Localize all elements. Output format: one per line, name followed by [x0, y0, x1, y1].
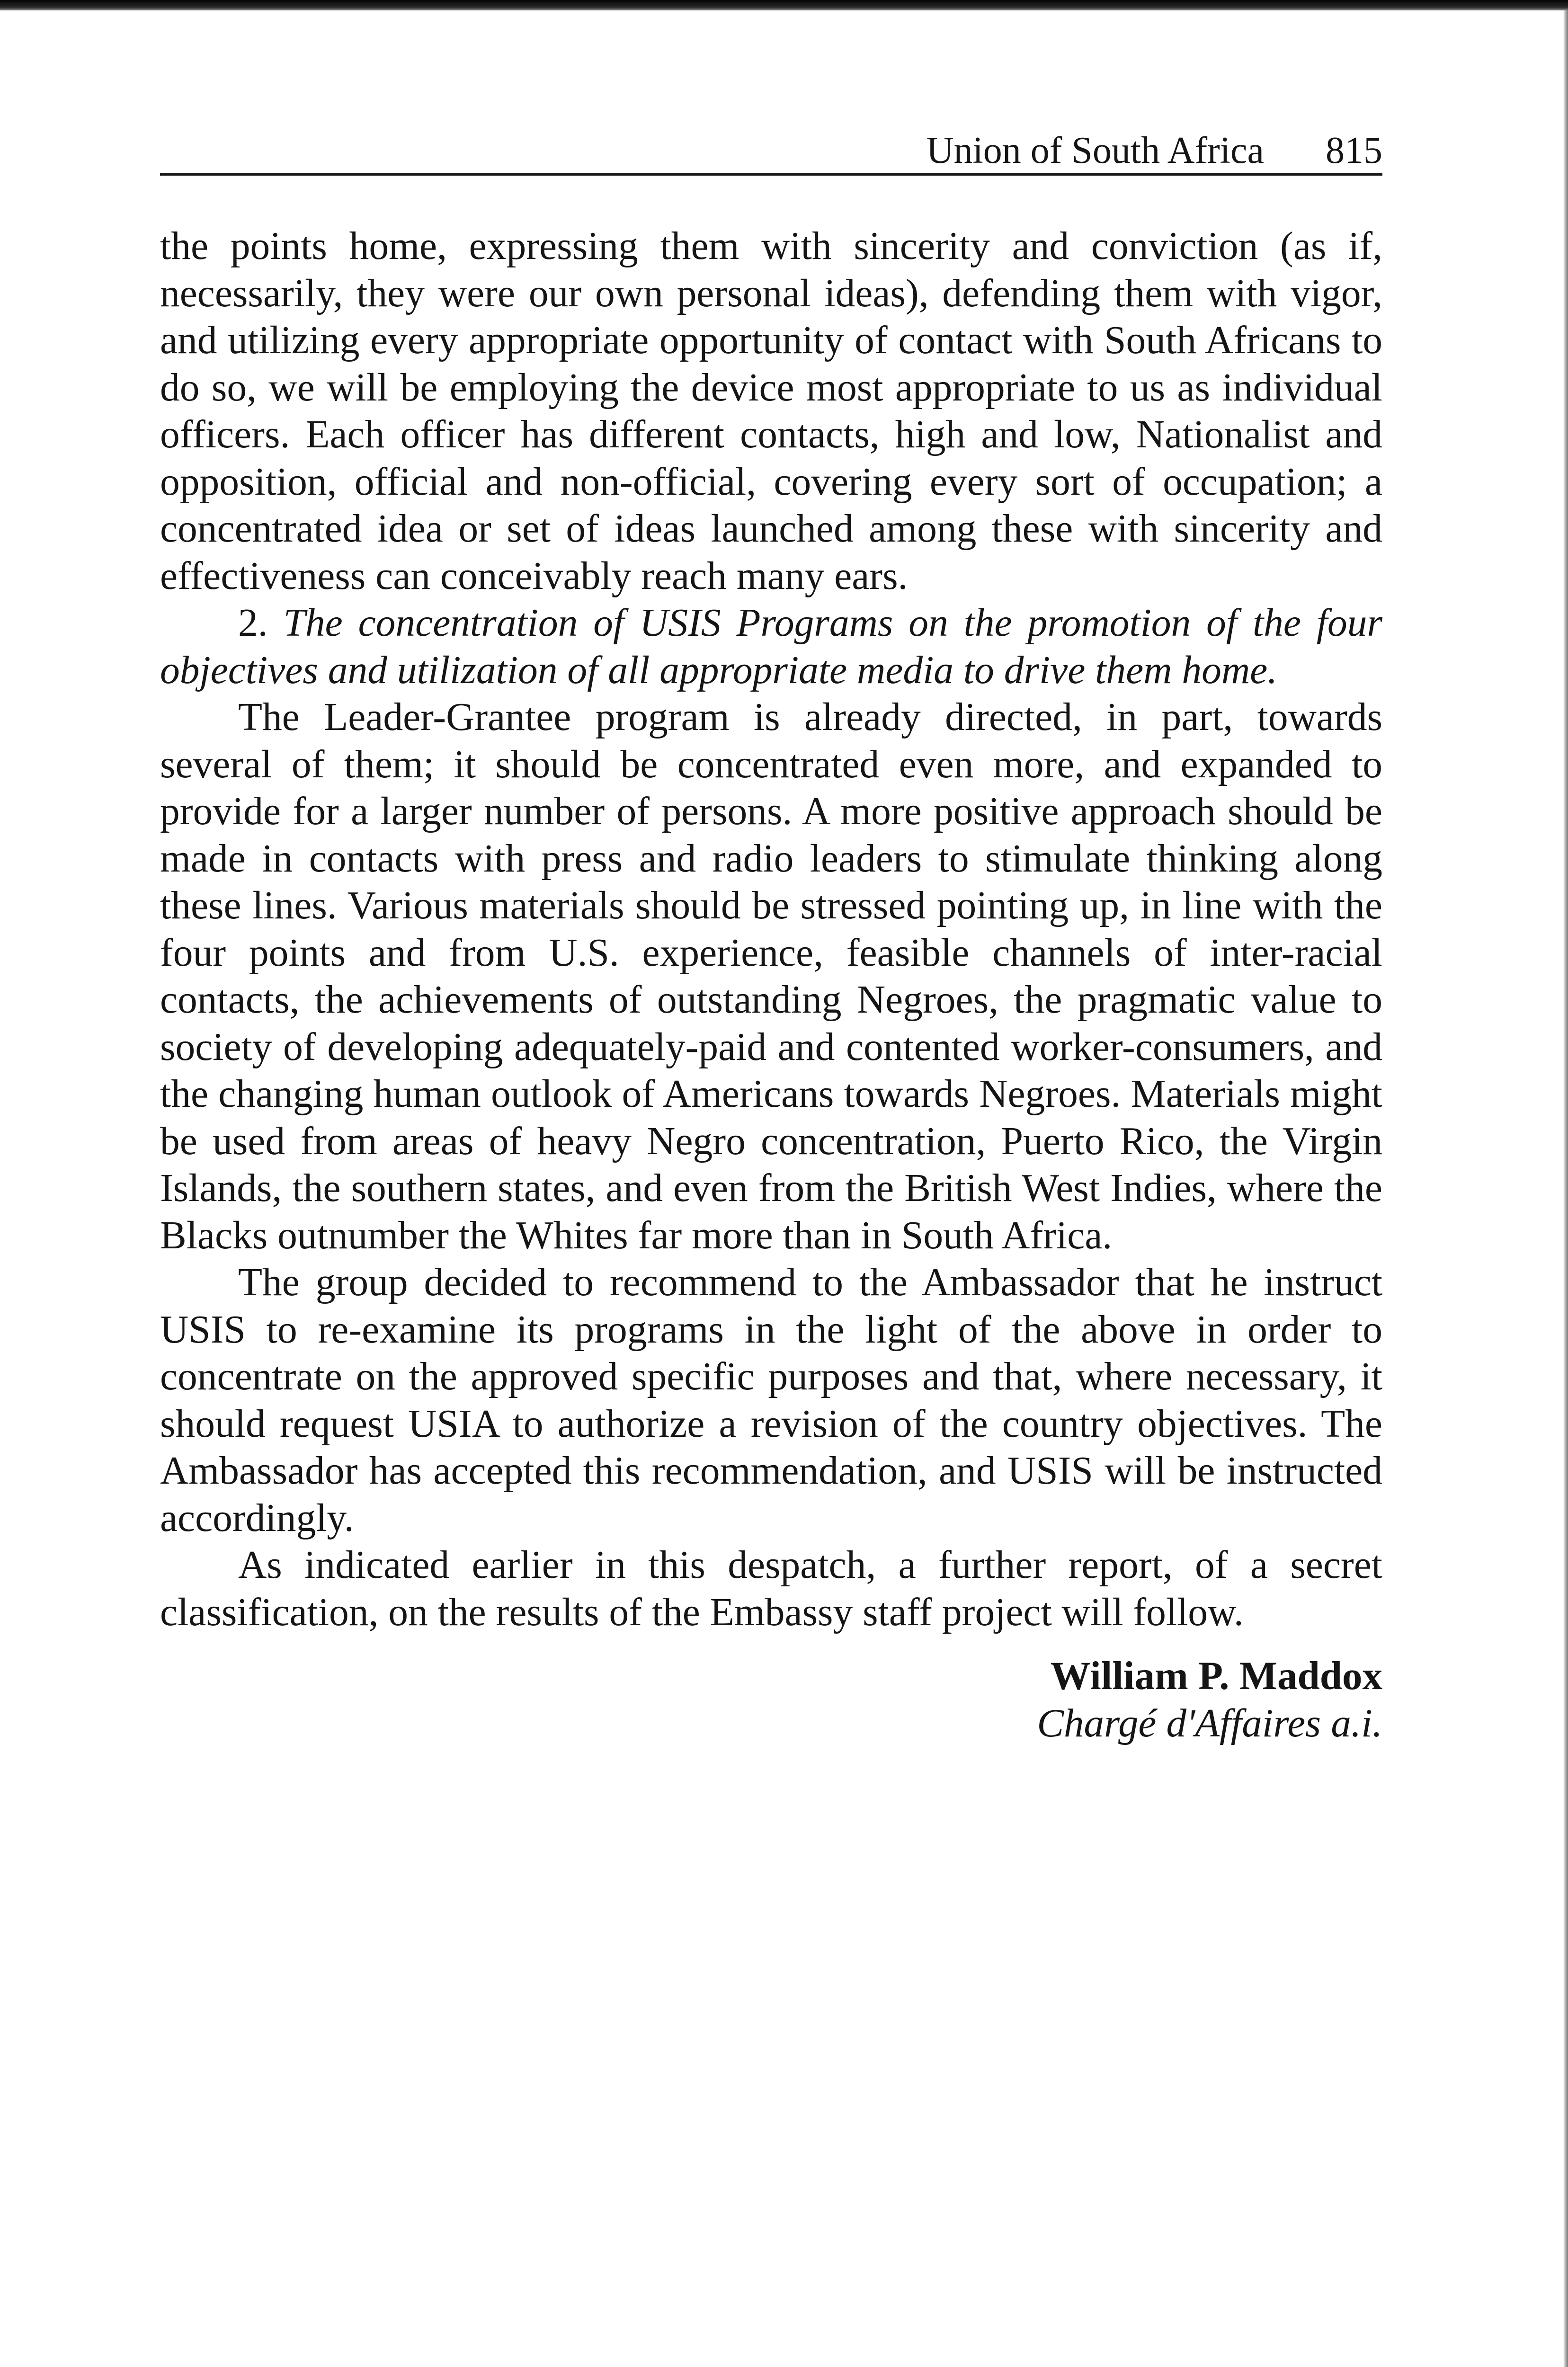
- signatory-name: William P. Maddox: [1050, 1654, 1382, 1698]
- running-title: Union of South Africa: [926, 130, 1264, 171]
- point-2-heading: The concentration of USIS Programs on the promotion of the four objectives and utilization of all appropriate media to drive them home.: [160, 601, 1382, 692]
- page-top-edge: [0, 0, 1568, 10]
- paragraph-1: the points home, expressing them with sincerity and conviction (as if, necessarily, they were our own personal ideas), defending them with vigor, and utilizing every appropriate opportunity of contact with South Africans to do so, we will be employing the device most appropriate to us as individual officers. Each officer has different contacts, high and low, Nationalist and opposition, official and non-official, covering every sort of occupation; a concentrated idea or set of ideas launched among these with sincerity and effectiveness can conceivably reach many ears.: [160, 224, 1382, 598]
- running-header: [160, 128, 1382, 176]
- signature-block: [160, 1652, 1382, 1747]
- page-right-edge: [1563, 10, 1568, 2367]
- document-page: [160, 128, 1382, 1747]
- paragraph-3: The Leader-Grantee program is already directed, in part, towards several of them; it should be concentrated even more, and expanded to provide for a larger number of persons. A more positive approach should be made in contacts with press and radio leaders to stimulate thinking along these lines. Various materials should be stressed pointing up, in line with the four points and from U.S. experience, feasible channels of inter-racial contacts, the achievements of outstanding Negroes, the pragmatic value to society of developing adequately-paid and contented worker-consumers, and the changing human outlook of Americans towards Negroes. Materials might be used from areas of heavy Negro concentration, Puerto Rico, the Virgin Islands, the southern states, and even from the British West Indies, where the Blacks outnumber the Whites far more than in South Africa.: [160, 695, 1382, 1257]
- paragraph-5: As indicated earlier in this despatch, a further report, of a secret classification, on the results of the Embassy staff project will follow.: [160, 1543, 1382, 1634]
- signatory-title: Chargé d'Affaires a.i.: [1037, 1701, 1382, 1745]
- point-2-number: 2.: [238, 601, 268, 645]
- page-number: 815: [1326, 130, 1382, 171]
- point-2: [160, 600, 1382, 694]
- body-text: [160, 223, 1382, 1636]
- paragraph-4: The group decided to recommend to the Ambassador that he instruct USIS to re-examine its programs in the light of the above in order to concentrate on the approved specific purposes and that, where necessary, it should request USIA to authorize a revision of the country objectives. The Ambassador has accepted this recommendation, and USIS will be instructed accordingly.: [160, 1261, 1382, 1540]
